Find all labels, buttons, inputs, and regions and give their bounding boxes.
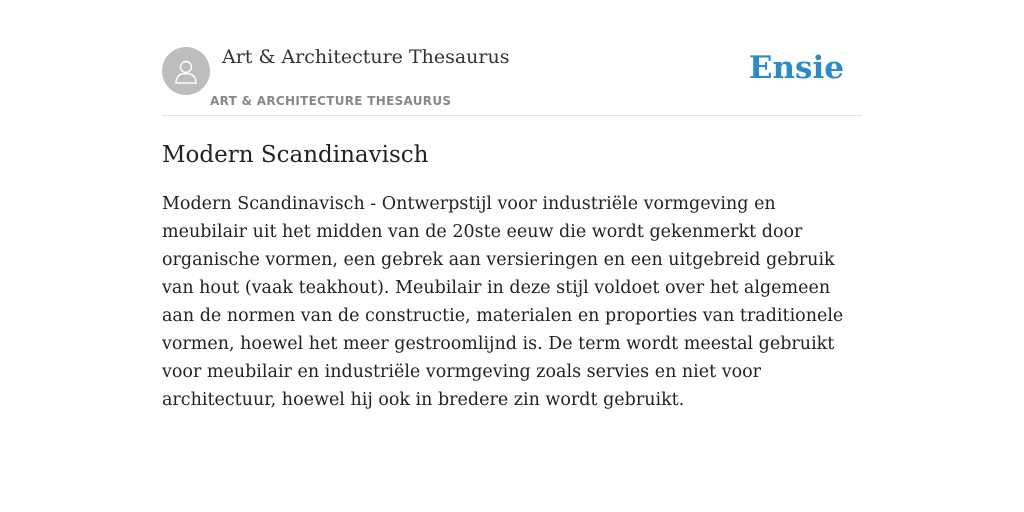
avatar[interactable] (162, 47, 210, 95)
user-icon (172, 57, 200, 85)
definition-card (162, 44, 862, 414)
author-source[interactable]: ART & ARCHITECTURE THESAURUS (210, 94, 452, 108)
author-name[interactable]: Art & Architecture Thesaurus (222, 46, 510, 68)
page-title: Modern Scandinavisch (162, 142, 429, 168)
card-header (162, 44, 862, 116)
brand-logo[interactable]: Ensie (748, 50, 844, 86)
definition-text: Modern Scandinavisch - Ontwerpstijl voor industriële vormgeving en meubilair uit het midden van de 20ste eeuw die wordt gekenmerkt door organische vormen, een gebrek aan versieringen en een uitgebreid gebruik van hout (vaak teakhout). Meubilair in deze stijl voldoet over het algemeen aan de normen van de constructie, materialen en proporties van traditionele vormen, hoewel het meer gestroomlijnd is. De term wordt meestal gebruikt voor meubilair en industriële vormgeving zoals servies en niet voor architectuur, hoewel hij ook in bredere zin wordt gebruikt. (162, 194, 844, 410)
